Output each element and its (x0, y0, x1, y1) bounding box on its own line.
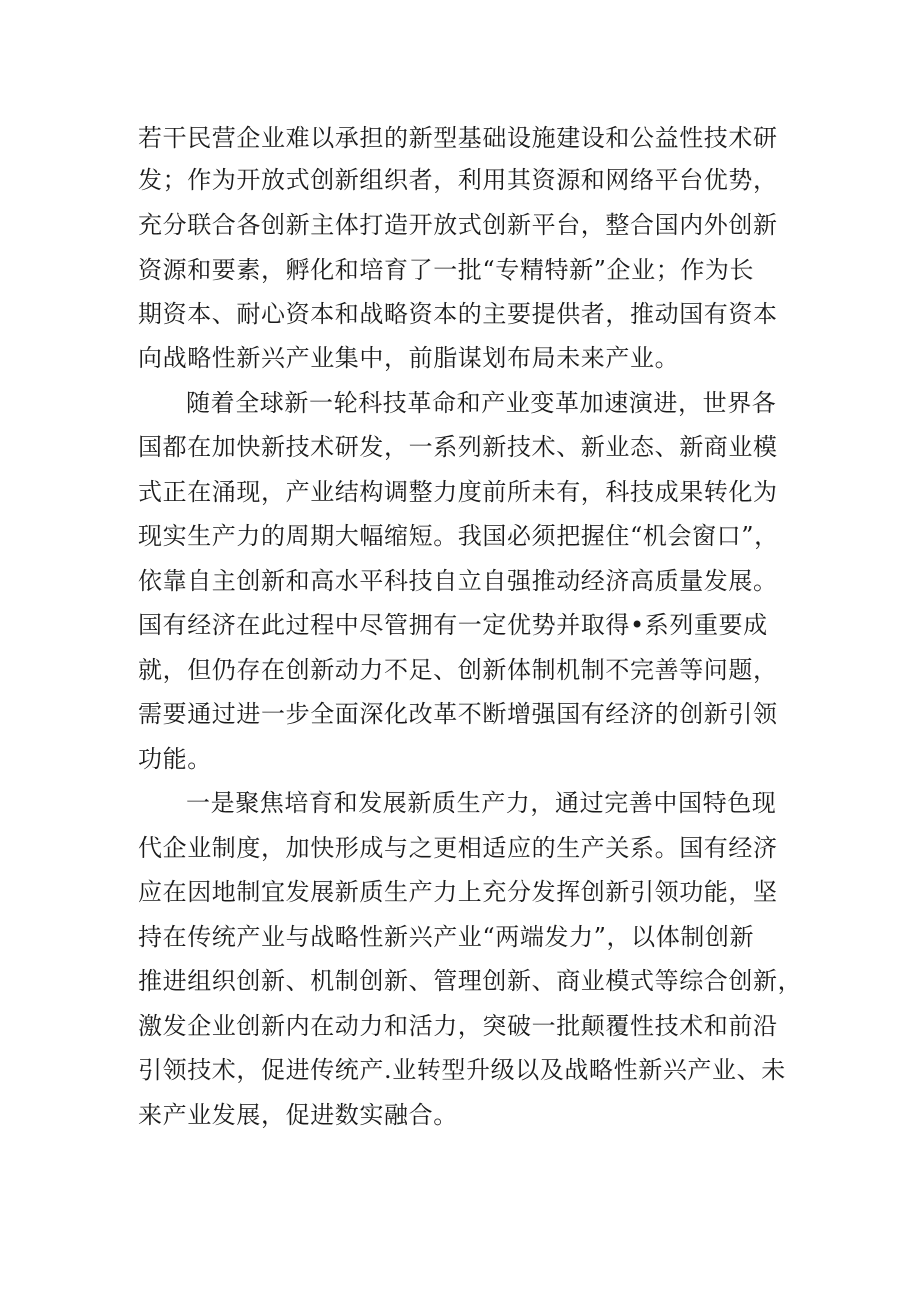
text-line: 充分联合各创新主体打造开放式创新平台，整合国内外创新 (138, 211, 778, 239)
text-line: 向战略性新兴产业集中，前脂谋划布局未来产业。 (138, 344, 680, 372)
text-line: 持在传统产业与战略性新兴产业“两端发力”，以体制创新 (138, 923, 755, 951)
text-line: 发；作为开放式创新组织者，利用其资源和网络平台优势， (138, 166, 778, 194)
text-line: 式正在涌现，产业结构调整力度前所未有，科技成果转化为 (138, 478, 778, 506)
text-line: 若干民营企业难以承担的新型基础设施建设和公益性技术研 (138, 124, 778, 152)
text-line: 就，但仍存在创新动力不足、创新体制机制不完善等问题， (138, 656, 778, 684)
text-line: 现实生产力的周期大幅缩短。我国必须把握住“机会窗口”， (138, 522, 779, 550)
text-line: 应在因地制宜发展新质生产力上充分发挥创新引领功能，坚 (138, 878, 778, 906)
text-line: 代企业制度，加快形成与之更相适应的生产关系。国有经济 (138, 834, 778, 862)
text-line: 来产业发展，促进数实融合。 (138, 1101, 458, 1129)
text-line: 国都在加快新技术研发，一系列新技术、新业态、新商业模 (138, 433, 778, 461)
text-line: 一是聚焦培育和发展新质生产力，通过完善中国特色现 (186, 789, 777, 817)
text-line: 依靠自主创新和高水平科技自立自强推动经济高质量发展。 (138, 567, 778, 595)
text-line: 期资本、耐心资本和战略资本的主要提供者，推动国有资本 (138, 300, 778, 328)
text-line: 激发企业创新内在动力和活力，突破一批颠覆性技术和前沿 (138, 1012, 778, 1040)
text-line: 资源和要素，孵化和培育了一批“专精特新”企业；作为长 (138, 256, 755, 284)
text-line: 随着全球新一轮科技革命和产业变革加速演进，世界各 (186, 389, 777, 417)
text-line: 国有经济在此过程中尽管拥有一定优势并取得•系列重要成 (138, 611, 768, 639)
text-line: 功能。 (138, 745, 212, 773)
text-line: 需要通过进一步全面深化改革不断增强国有经济的创新引领 (138, 700, 778, 728)
text-line: 推进组织创新、机制创新、管理创新、商业模式等综合创新， (138, 967, 803, 995)
text-line: 引领技术，促进传统产.业转型升级以及战略性新兴产业、未 (138, 1056, 786, 1084)
